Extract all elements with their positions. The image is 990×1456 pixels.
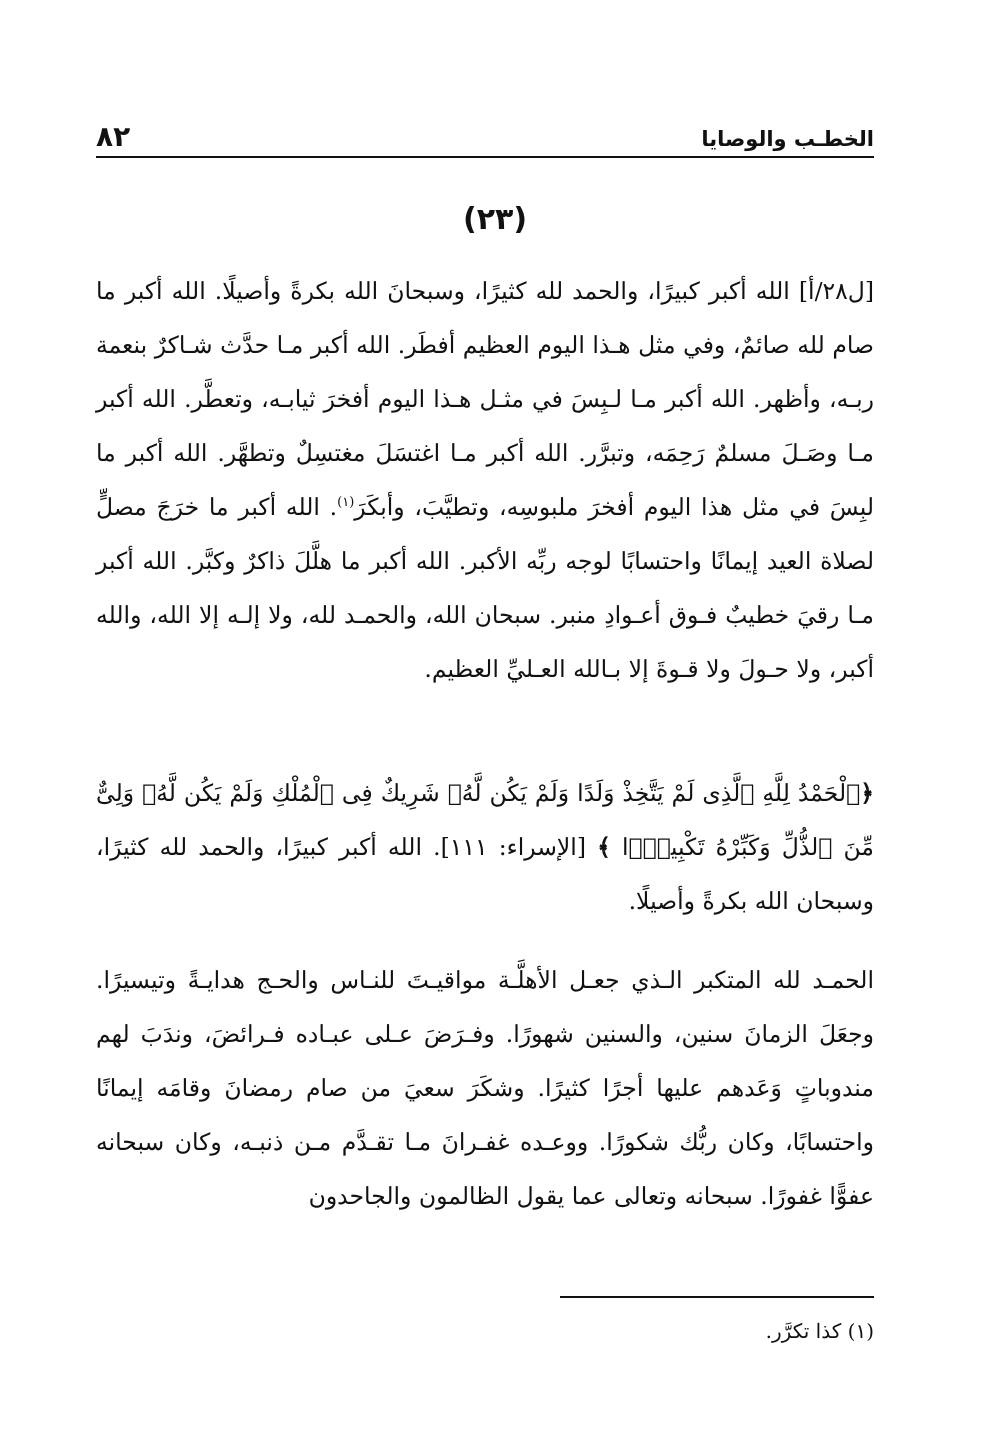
header-rule: [96, 156, 874, 158]
footnote-ref-marker: (١): [337, 495, 355, 511]
quran-close-bracket: ﴾: [597, 833, 611, 861]
manuscript-ref-marker: [ل٢٨/أ]: [798, 277, 874, 305]
paragraph-text: الحمـد لله المتكبر الـذي جعـل الأهلَّـة مواقيـتَ للنـاس والحـج هدايـةً وتيسيرًا. وجعَلَ الزمانَ سنين، والسنين شهورًا. وفـرَضَ عـلى عبـاده فـرائضَ، وندَبَ لهم مندوباتٍ وَعَدهم عليها أجرًا كثيرًا. وشكَرَ سعيَ من صام رمضانَ وقامَه إيمانًا واحتسابًا، وكان ربُّك شكورًا. ووعـده غفـرانَ مـا تقـدَّم مـن ذنبـه، وكان سبحانه عفوًّا غفورًا. سبحانه وتعالى عما يقول الظالمون والجاحدون: [96, 966, 874, 1210]
paragraph-praise: [96, 953, 874, 1223]
footnote-separator: [560, 1296, 874, 1298]
footnote-number: (١): [847, 1319, 874, 1343]
paragraph-quran-verse: [96, 766, 874, 928]
paragraph-text-continued: . الله أكبر ما خرَجَ مصلٍّ لصلاة العيد إيمانًا واحتسابًا لوجه ربِّه الأكبر. الله أكبر ما هلَّلَ ذاكرٌ وكبَّر. الله أكبر مـا رقيَ خطيبٌ فـوق أعـوادِ منبر. سبحان الله، والحمـد لله، ولا إلـه إلا الله، والله أكبر، ولا حـولَ ولا قـوةَ إلا بـالله العـليِّ العظيم.: [96, 493, 874, 683]
verse-citation: [الإسراء: ١١١].: [433, 833, 586, 861]
footnote: [96, 1314, 874, 1348]
page-header: [96, 118, 874, 158]
running-title: الخطـب والوصايا: [701, 127, 874, 151]
section-number: (٢٣): [462, 202, 528, 237]
paragraph-text: الله أكبر كبيرًا، والحمد لله كثيرًا، وسبحان الله بكرةً وأصيلًا.: [96, 833, 874, 915]
paragraph-takbir: [96, 264, 874, 696]
quran-verse-text: ٱلْحَمْدُ لِلَّهِ ٱلَّذِى لَمْ يَتَّخِذْ وَلَدًا وَلَمْ يَكُن لَّهُۥ شَرِيكٌ فِى ٱلْمُلْكِ وَلَمْ يَكُن لَّهُۥ وَلِىٌّ مِّنَ ٱلذُّلِّ وَكَبِّرْهُ تَكْبِيرًۢا: [96, 779, 874, 861]
quran-open-bracket: ﴿: [860, 779, 874, 807]
footnote-text: كذا تكرَّر.: [765, 1319, 842, 1343]
page-number: ٨٢: [96, 120, 131, 153]
paragraph-text: الله أكبر كبيرًا، والحمد لله كثيرًا، وسبحانَ الله بكرةً وأصيلًا. الله أكبر ما صام لله صائمٌ، وفي مثل هـذا اليوم العظيم أفطَر. الله أكبر مـا حدَّث شـاكرٌ بنعمة ربـه، وأظهر. الله أكبر مـا لـبِسَ في مثـل هـذا اليوم أفخرَ ثيابـه، وتعطَّر. الله أكبر مـا وصَـلَ مسلمٌ رَحِمَه، وتبرَّر. الله أكبر مـا اغتسَلَ مغتسِلٌ وتطهَّر. الله أكبر ما لبِسَ في مثل هذا اليوم أفخرَ ملبوسِه، وتطيَّبَ، وأبكَرَ: [96, 277, 874, 521]
